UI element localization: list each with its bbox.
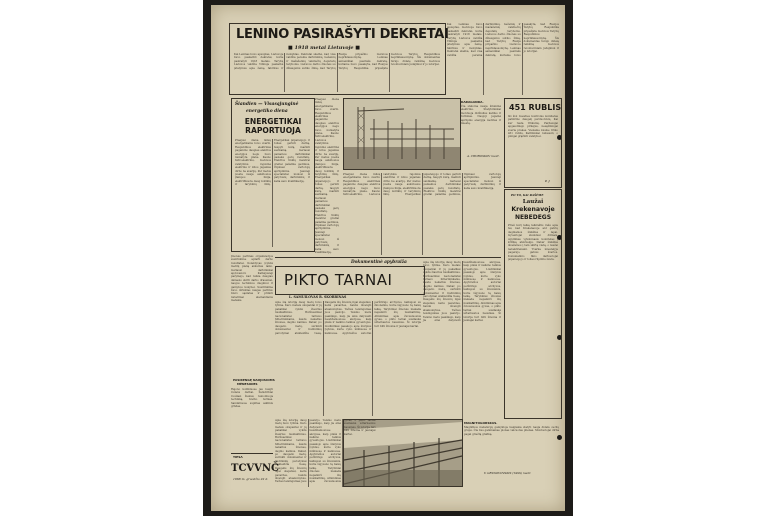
masthead-rule: [231, 453, 273, 454]
lead-continuation: Kai Leninas buvo apsuptas, Lietuvoje buvo paskelbti dekretai, kurie pasirašyti 1918 metais. Tarybų Lietuvos valdžia Vilniuje paskelbė įstatymus apie žemę, fabrikus ir mokyklas. Dekretai skelbė, kad visa valdžia pereina darbininkų, bežemių ir mažažemių valstiečių deputatų taryboms. Lietuvos darbo žmonės su džiaugsmu sutiko žinią, kad Tarybų Rusija pripažino Lietuvos nepriklausomybę. Leninas asmeniškai pasirašė dekretą, kuriame buvo pasakyta, kad Rusijos Tarybų Respublika pripažįsta Lietuvos Tarybų Respublikos nepriklausomybę. Šis dokumentas turėjo didelę reikšmę Lietuvos revoliuciniam judėjimui ir jo istorijai.: [447, 23, 559, 57]
photo-caption-factory: [464, 421, 560, 481]
photo-caption-text-2: Magnitkos metalurgų gamykloje baigiama statyti nauja didelė cechų grupė. Čia bus gaminamas plonas valcuotas plienas. Montuotojai dirba pagal griežtą grafiką.: [464, 426, 559, 436]
energy-kicker-2: energetiko diena: [246, 109, 288, 114]
lead-article: [229, 23, 449, 95]
lead-headline: LENINO PASIRAŠYTI DEKRETAI: [236, 27, 449, 42]
energy-continuation: Praėjusi diena mūsų energetikams buvo svarbi. Respublikos elektrinės pagamino daugiau elektros energijos negu buvo numatyta plane. Kauno hidroelektrinė, Lietuvos valstybinė rajoninė elektrinė ir kitos jėgainės dirbo be avarijų. Per metus įvesta nauja aukštosios įtampos linija, elektrifikuota daug kolūkių ir tarybinių ūkių. Energetikai įsipareigojo ir toliau gerinti darbą, taupyti kurą, mažinti savikainą. Geriausi pamainos darbininkai pasiekė gerų rezultatų. Elektros tinklų meistrai greitai pašalina gedimus, rūpinasi vartotojų aprūpinimu. Jaunieji specialistai mokosi iš patyrusių darbininkų ir kelia savo kvalifikaciją.: [315, 98, 339, 255]
feature-kicker: Dokumentinė apybraiža: [351, 259, 407, 264]
nebedegs-headline-3: NEBEDEGS: [514, 214, 552, 221]
feature-byline: L. SAMUILOVAS R. SKORBINAS: [289, 295, 347, 299]
left-subhead-2: MĖNESIOMS: [237, 382, 258, 386]
rubles-body: Iki šiol Liaudies kontrolės komitetas patikrino daugelį parduotuvių. Kai kur rasta trūkumų. Pardavėjai apgaudinėjo pirkėjus, nesąžiningai sveria prekes. Viename kioske trūko 451 rublis. Kaltininkai nubausti, o pinigai grąžinti valstybei.: [508, 115, 558, 139]
lead-subhead: ■ 1918 metai Lietuvoje ■: [288, 45, 361, 51]
photo-caption-head: KARAGANDA.: [461, 100, 484, 104]
masthead-line-1: TIESA: [233, 455, 243, 459]
feature-headline-box: [275, 266, 425, 295]
energy-headline: ENERGETIKAI RAPORTUOJA: [244, 117, 302, 135]
nebedegs-article: [504, 189, 562, 419]
nebedegs-headline-1: Laužai: [522, 199, 544, 205]
feature-side-columns: Apie šią istoriją daug metų buvo tylima. Karo metais okupantai ir jų pakalikai vykdė žiaurius nusikaltimus. Buržuaziniai nacionalistai tarnavo hitlerininkams, šaudė nekaltus žmones, degino kaimus. Dabar, po daugelio metų, surinkti dokumentai ir liudininkų parodymai atskleidžia tiesą. Daugelis šių žmonių ilgai slapstėsi, keitė pavardes, bandė išvengti atsakomybės. Tačiau teisingumas juos pasivijo. Teismo metu paaiškėjo, kaip jie ėmė dalyvauti baudžiamosiose akcijose, kaip plėšė ir naikino taikius gyventojus. Liudininkai pasakojo apie šiurpius įvykius, kurie vyko miškuose ir kaimuose. Apybraižos autoriai peržiūrėjo archyvus, kalbėjosi su žmonėmis, kurie išgyveno tą baisų laiką. Tarybiniai žmonės niekada nepamirš šių nusikaltimų. Atminimas apie žuvusiuosius gyvas, o pikto tarnai susilaukė užtarnautos bausmės. Ši istorija turi būti žinoma ir jaunajai kartai.: [423, 261, 501, 322]
energy-kicker: Šiandien — Visasąjunginė: [235, 102, 299, 107]
scan-frame: [203, 0, 573, 516]
rubles-article: [504, 98, 562, 188]
energy-article: [231, 98, 315, 252]
left-column-text-2: Rajono kolūkiuose jau baigti rudens darbai. Žemdirbiai ruošiasi žiemai, remontuoja techniką, tvarko fermas. Sandėliuose supiltas sėklinis grūdas.: [231, 388, 273, 409]
energy-body: Praėjusi diena mūsų energetikams buvo svarbi. Respublikos elektrinės pagamino daugiau elektros energijos negu buvo numatyta plane. Kauno hidroelektrinė, Lietuvos valstybinė rajoninė elektrinė ir kitos jėgainės dirbo be avarijų. Per metus įvesta nauja aukštosios įtampos linija, elektrifikuota daug kolūkių ir tarybinių ūkių. Energetikai įsipareigojo ir toliau gerinti darbą, taupyti kurą, mažinti savikainą. Geriausi pamainos darbininkai pasiekė gerų rezultatų. Elektros tinklų meistrai greitai pašalina gedimus, rūpinasi vartotojų aprūpinimu. Jaunieji specialistai mokosi iš patyrusių darbininkų ir kelia savo kvalifikaciją.: [235, 139, 310, 187]
rubles-headline: 451 RUBLIS: [509, 103, 562, 112]
rubles-signature: P. J.: [545, 179, 551, 183]
construction-photo-image: [344, 99, 460, 169]
middle-columns: Praėjusi diena mūsų energetikams buvo svarbi. Respublikos elektrinės pagamino daugiau elektros energijos negu buvo numatyta plane. Kauno hidroelektrinė, Lietuvos valstybinė rajoninė elektrinė ir kitos jėgainės dirbo be avarijų. Per metus įvesta nauja aukštosios įtampos linija, elektrifikuota daug kolūkių ir tarybinių ūkių. Energetikai įsipareigojo ir toliau gerinti darbą, taupyti kurą, mažinti savikainą. Geriausi pamainos darbininkai pasiekė gerų rezultatų. Elektros tinklų meistrai greitai pašalina gedimus, rūpinasi vartotojų aprūpinimu. Jaunieji specialistai mokosi iš patyrusių darbininkų ir kelia savo kvalifikaciją.: [343, 173, 501, 197]
feature-headline: PIKTO TARNAI: [284, 271, 393, 289]
section-rule: [275, 257, 501, 258]
feature-body: Apie šią istoriją daug metų buvo tylima. Karo metais okupantai ir jų pakalikai vykdė žiaurius nusikaltimus. Buržuaziniai nacionalistai tarnavo hitlerininkams, šaudė nekaltus žmones, degino kaimus. Dabar, po daugelio metų, surinkti dokumentai ir liudininkų parodymai atskleidžia tiesą. Daugelis šių žmonių ilgai slapstėsi, keitė pavardes, bandė išvengti atsakomybės. Tačiau teisingumas juos pasivijo. Teismo metu paaiškėjo, kaip jie ėmė dalyvauti baudžiamosiose akcijose, kaip plėšė ir naikino taikius gyventojus. Liudininkai pasakojo apie šiurpius įvykius, kurie vyko miškuose ir kaimuose. Apybraižos autoriai peržiūrėjo archyvus, kalbėjosi su žmonėmis, kurie išgyveno tą baisų laiką. Tarybiniai žmonės niekada nepamirš šių nusikaltimų. Atminimas apie žuvusiuosius gyvas, o pikto tarnai susilaukė užtarnautos bausmės. Ši istorija turi būti žinoma ir jaunajai kartai.: [275, 301, 421, 335]
photo-credit: A. CHOROSKOV nuotr.: [467, 154, 500, 158]
masthead-logo: TCVVNČ: [231, 463, 280, 474]
left-column-text: Įmonės partinės organizacijos susirinkime aptarti darbo rezultatai. Kolektyvas įvykdė metinį planą anksčiau laiko. Geriausi darbininkai apdovanoti. Kalbėjusieji pažymėjo, kad reikia daugiau dėmesio skirti darbo drausmei, naujos technikos diegimui ir gamybos kokybei. Susirinkime buvo išrinktas naujas partinio biuro sąstatas ir priimti nutarimai ateinantiems metams.: [231, 255, 273, 303]
photo-caption-head-2: MAGNITOGORSKAS.: [464, 421, 498, 425]
lead-body: Kai Leninas buvo apsuptas, Lietuvoje buvo paskelbti dekretai, kurie pasirašyti 1918 metais. Tarybų Lietuvos valdžia Vilniuje paskelbė įstatymus apie žemę, fabrikus ir mokyklas. Dekretai skelbė, kad visa valdžia pereina darbininkų, bežemių ir mažažemių valstiečių deputatų taryboms. Lietuvos darbo žmonės su džiaugsmu sutiko žinią, kad Tarybų Rusija pripažino Lietuvos nepriklausomybę. Leninas asmeniškai pasirašė dekretą, kuriame buvo pasakyta, kad Rusijos Tarybų Respublika pripažįsta Lietuvos Tarybų Respublikos nepriklausomybę. Šis dokumentas turėjo didelę reikšmę Lietuvos revoliuciniam judėjimui ir jo istorijai.: [234, 53, 440, 70]
nebedegs-kicker: PO TO, KAI RAŠĖME: [511, 193, 544, 197]
bottom-columns: Apie šią istoriją daug metų buvo tylima. Karo metais okupantai ir jų pakalikai vykdė žiaurius nusikaltimus. Buržuaziniai nacionalistai tarnavo hitlerininkams, šaudė nekaltus žmones, degino kaimus. Dabar, po daugelio metų, surinkti dokumentai ir liudininkų parodymai atskleidžia tiesą. Daugelis šių žmonių ilgai slapstėsi, keitė pavardes, bandė išvengti atsakomybės. Tačiau teisingumas juos pasivijo. Teismo metu paaiškėjo, kaip jie ėmė dalyvauti baudžiamosiose akcijose, kaip plėšė ir naikino taikius gyventojus. Liudininkai pasakojo apie šiurpius įvykius, kurie vyko miškuose ir kaimuose. Apybraižos autoriai peržiūrėjo archyvus, kalbėjosi su žmonėmis, kurie išgyveno tą baisų laiką. Tarybiniai žmonės niekada nepamirš šių nusikaltimų. Atminimas apie žuvusiuosius: [275, 419, 341, 484]
nebedegs-body: Prieš kurį laiką laikraštis rašė apie tai, kad Krekenavoje ant gatvių deginamos šiukšlės ir lapai. Gyventojai skundėsi dūmais. Apylinkės vykdomasis komitetas į kritiką atsižvelgė. Dabar šiukšlės išvežamos į tam skirtą vietą, o laužai nebekūrenami. Tvarka miestelyje pagerėjo, gatvės švarios. Komunalinio ūkio darbuotojai įsipareigojo ir toliau rūpintis švara.: [508, 224, 558, 262]
masthead-date: 1968 m. gruodžio 22 d.: [233, 477, 269, 481]
photo-caption-construction: [461, 98, 501, 168]
photo-caption-text: Čia statoma nauja šiluminė elektrinė. Statybininkai montuoja didžiulius katilus ir turbinas. Naujoji jėgainė aprūpins energija šachtas ir miestą.: [461, 105, 501, 126]
left-subhead: PASIRENGĘ NAUJOSIOMS: [233, 378, 275, 382]
nebedegs-headline-2: Krekenavoje: [511, 206, 555, 213]
newspaper-page: [211, 5, 565, 511]
photo-construction: [343, 98, 461, 170]
photo-credit-2: V. GRUSOVOVSKIS (TASS) nuotr.: [484, 471, 532, 475]
